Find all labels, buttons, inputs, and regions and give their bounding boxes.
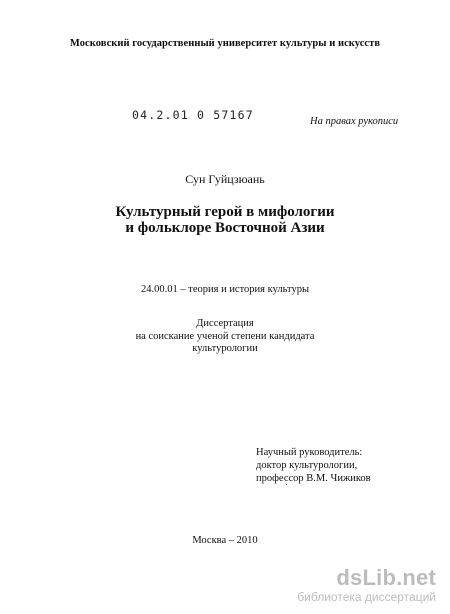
- supervisor-line-3: профессор В.М. Чижиков: [256, 473, 371, 484]
- degree-statement: [0, 318, 450, 356]
- watermark-subtitle: библиотека диссертаций: [297, 590, 436, 604]
- dissertation-title: [0, 204, 450, 236]
- document-registration-number: 04.2.01 0 57167: [132, 108, 254, 122]
- supervisor-line-2: доктор культурологии,: [256, 460, 358, 471]
- title-line-1: Культурный герой в мифологии: [115, 204, 335, 220]
- degree-line-3: культурологии: [192, 343, 258, 354]
- watermark-logo: dsLib.net: [336, 565, 436, 590]
- degree-line-2: на соискание ученой степени кандидата: [135, 330, 315, 342]
- dslib-watermark[interactable]: [297, 567, 436, 604]
- title-line-2: и фольклоре Восточной Азии: [125, 220, 325, 236]
- city-year: Москва – 2010: [192, 535, 258, 546]
- scan-speck: [286, 484, 287, 485]
- scientific-supervisor: [256, 446, 371, 485]
- degree-line-1: Диссертация: [196, 318, 254, 329]
- manuscript-rights-note: На правах рукописи: [310, 116, 399, 127]
- author-name: Сун Гуйцзюань: [185, 172, 265, 186]
- university-name: Московский государственный университет культуры и искусств: [69, 38, 381, 49]
- supervisor-line-1: Научный руководитель:: [256, 447, 363, 458]
- specialty-code: 24.00.01 – теория и история культуры: [141, 284, 309, 295]
